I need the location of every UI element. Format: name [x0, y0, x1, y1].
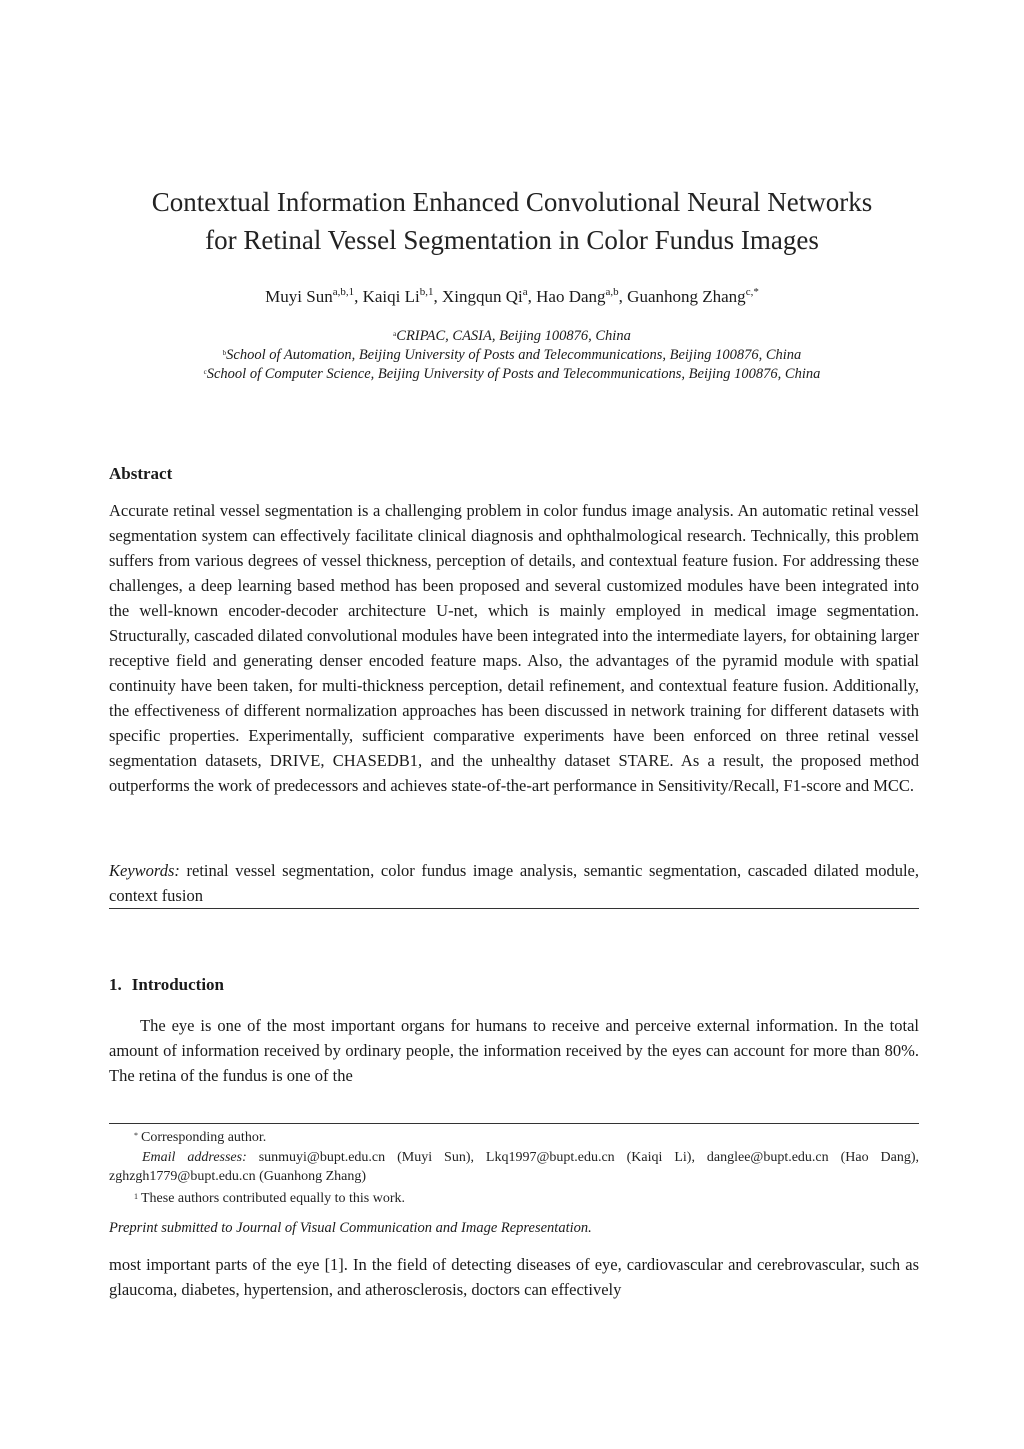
keywords-label: Keywords:: [109, 861, 180, 880]
author-affil-mark: a: [522, 286, 528, 298]
abstract-divider: [109, 908, 919, 909]
affiliation-mark: a: [393, 330, 397, 338]
author-separator: ,: [433, 287, 442, 306]
author-separator: ,: [527, 287, 537, 306]
footnote-text: These authors contributed equally to this work.: [141, 1190, 405, 1206]
author-affil-mark: a,b: [605, 286, 619, 298]
author-name: Kaiqi Li: [362, 287, 420, 306]
introduction-paragraph: The eye is one of the most important organs for humans to receive and perceive external information. In the total amount of information received by ordinary people, the information received by the eyes can account for more than 80%. The retina of the fundus is one of the: [109, 1016, 919, 1085]
affiliation-mark: c: [203, 368, 207, 376]
author-name: Guanhong Zhang: [627, 287, 746, 306]
affiliation-text: School of Computer Science, Beijing University of Posts and Telecommunications, Beijing 100876, China: [206, 366, 821, 382]
author-affil-mark: a,b,1: [332, 286, 355, 298]
author-affil-mark: b,1: [419, 286, 434, 298]
section-heading-introduction: [109, 975, 224, 995]
email-list: sunmuyi@bupt.edu.cn (Muyi Sun), Lkq1997@bupt.edu.cn (Kaiqi Li), danglee@bupt.edu.cn (Hao Dang), zghzgh1779@bupt.edu.cn (Guanhong Zhang): [109, 1149, 919, 1184]
footnote-text: Corresponding author.: [141, 1130, 267, 1145]
author-name: Muyi Sun: [265, 287, 333, 306]
email-label: Email addresses:: [142, 1149, 247, 1165]
footnote-divider: [109, 1123, 919, 1124]
footnote-mark: *: [134, 1131, 138, 1140]
paper-title: [0, 183, 1024, 259]
section-number: 1.: [109, 975, 122, 994]
footnote-mark: 1: [134, 1191, 138, 1201]
keywords-text: retinal vessel segmentation, color fundus image analysis, semantic segmentation, cascaded dilated module, context fusion: [109, 861, 919, 905]
affiliation-mark: b: [222, 349, 227, 357]
affiliation: [0, 327, 1024, 346]
author-list: [0, 287, 1024, 307]
affiliation-text: School of Automation, Beijing University of Posts and Telecommunications, Beijing 100876, China: [226, 347, 802, 363]
footnotes: [109, 1126, 919, 1208]
affiliation: [0, 346, 1024, 365]
section-title: Introduction: [131, 975, 225, 994]
author-name: Hao Dang: [536, 287, 606, 306]
abstract-heading: Abstract: [109, 464, 173, 483]
keywords: [109, 858, 919, 908]
abstract-body: Accurate retinal vessel segmentation is a challenging problem in color fundus image analysis. An automatic retinal vessel segmentation system can effectively facilitate clinical diagnosis and ophthalmological research. Technically, this problem suffers from various degrees of vessel thickness, perception of details, and contextual feature fusion. For addressing these challenges, a deep learning based method has been proposed and several customized modules have been integrated into the well-known encoder-decoder architecture U-net, which is mainly employed in medical image segmentation. Structurally, cascaded dilated convolutional modules have been integrated into the intermediate layers, for obtaining larger receptive field and generating denser encoded feature maps. Also, the advantages of the pyramid module with spatial continuity have been taken, for multi-thickness perception, detail refinement, and contextual feature fusion. Additionally, the effectiveness of different normalization approaches has been discussed in network training for different datasets with specific properties. Experimentally, sufficient comparative experiments have been enforced on three retinal vessel segmentation datasets, DRIVE, CHASEDB1, and the unhealthy dataset STARE. As a result, the proposed method outperforms the work of predecessors and achieves state-of-the-art performance in Sensitivity/Recall, F1-score and MCC.: [109, 501, 919, 795]
preprint-note: Preprint submitted to Journal of Visual Communication and Image Representation.: [109, 1220, 592, 1236]
footnote-corresponding: [109, 1126, 919, 1148]
footnote-emails: [109, 1148, 919, 1187]
affiliation-list: [0, 327, 1024, 384]
continued-paragraph: most important parts of the eye [1]. In the field of detecting diseases of eye, cardiovascular and cerebrovascular, such as glaucoma, diabetes, hypertension, and atherosclerosis, doctors can effectively: [109, 1255, 919, 1299]
author-affil-mark: c,*: [745, 286, 759, 298]
author-separator: ,: [354, 287, 363, 306]
affiliation: [0, 365, 1024, 384]
author-name: Xingqun Qi: [441, 287, 523, 306]
footnote-equal-contribution: [109, 1187, 919, 1209]
author-separator: ,: [618, 287, 628, 306]
title-line-2: for Retinal Vessel Segmentation in Color Fundus Images: [205, 225, 819, 255]
title-line-1: Contextual Information Enhanced Convolutional Neural Networks: [151, 187, 873, 217]
affiliation-text: CRIPAC, CASIA, Beijing 100876, China: [396, 328, 631, 344]
